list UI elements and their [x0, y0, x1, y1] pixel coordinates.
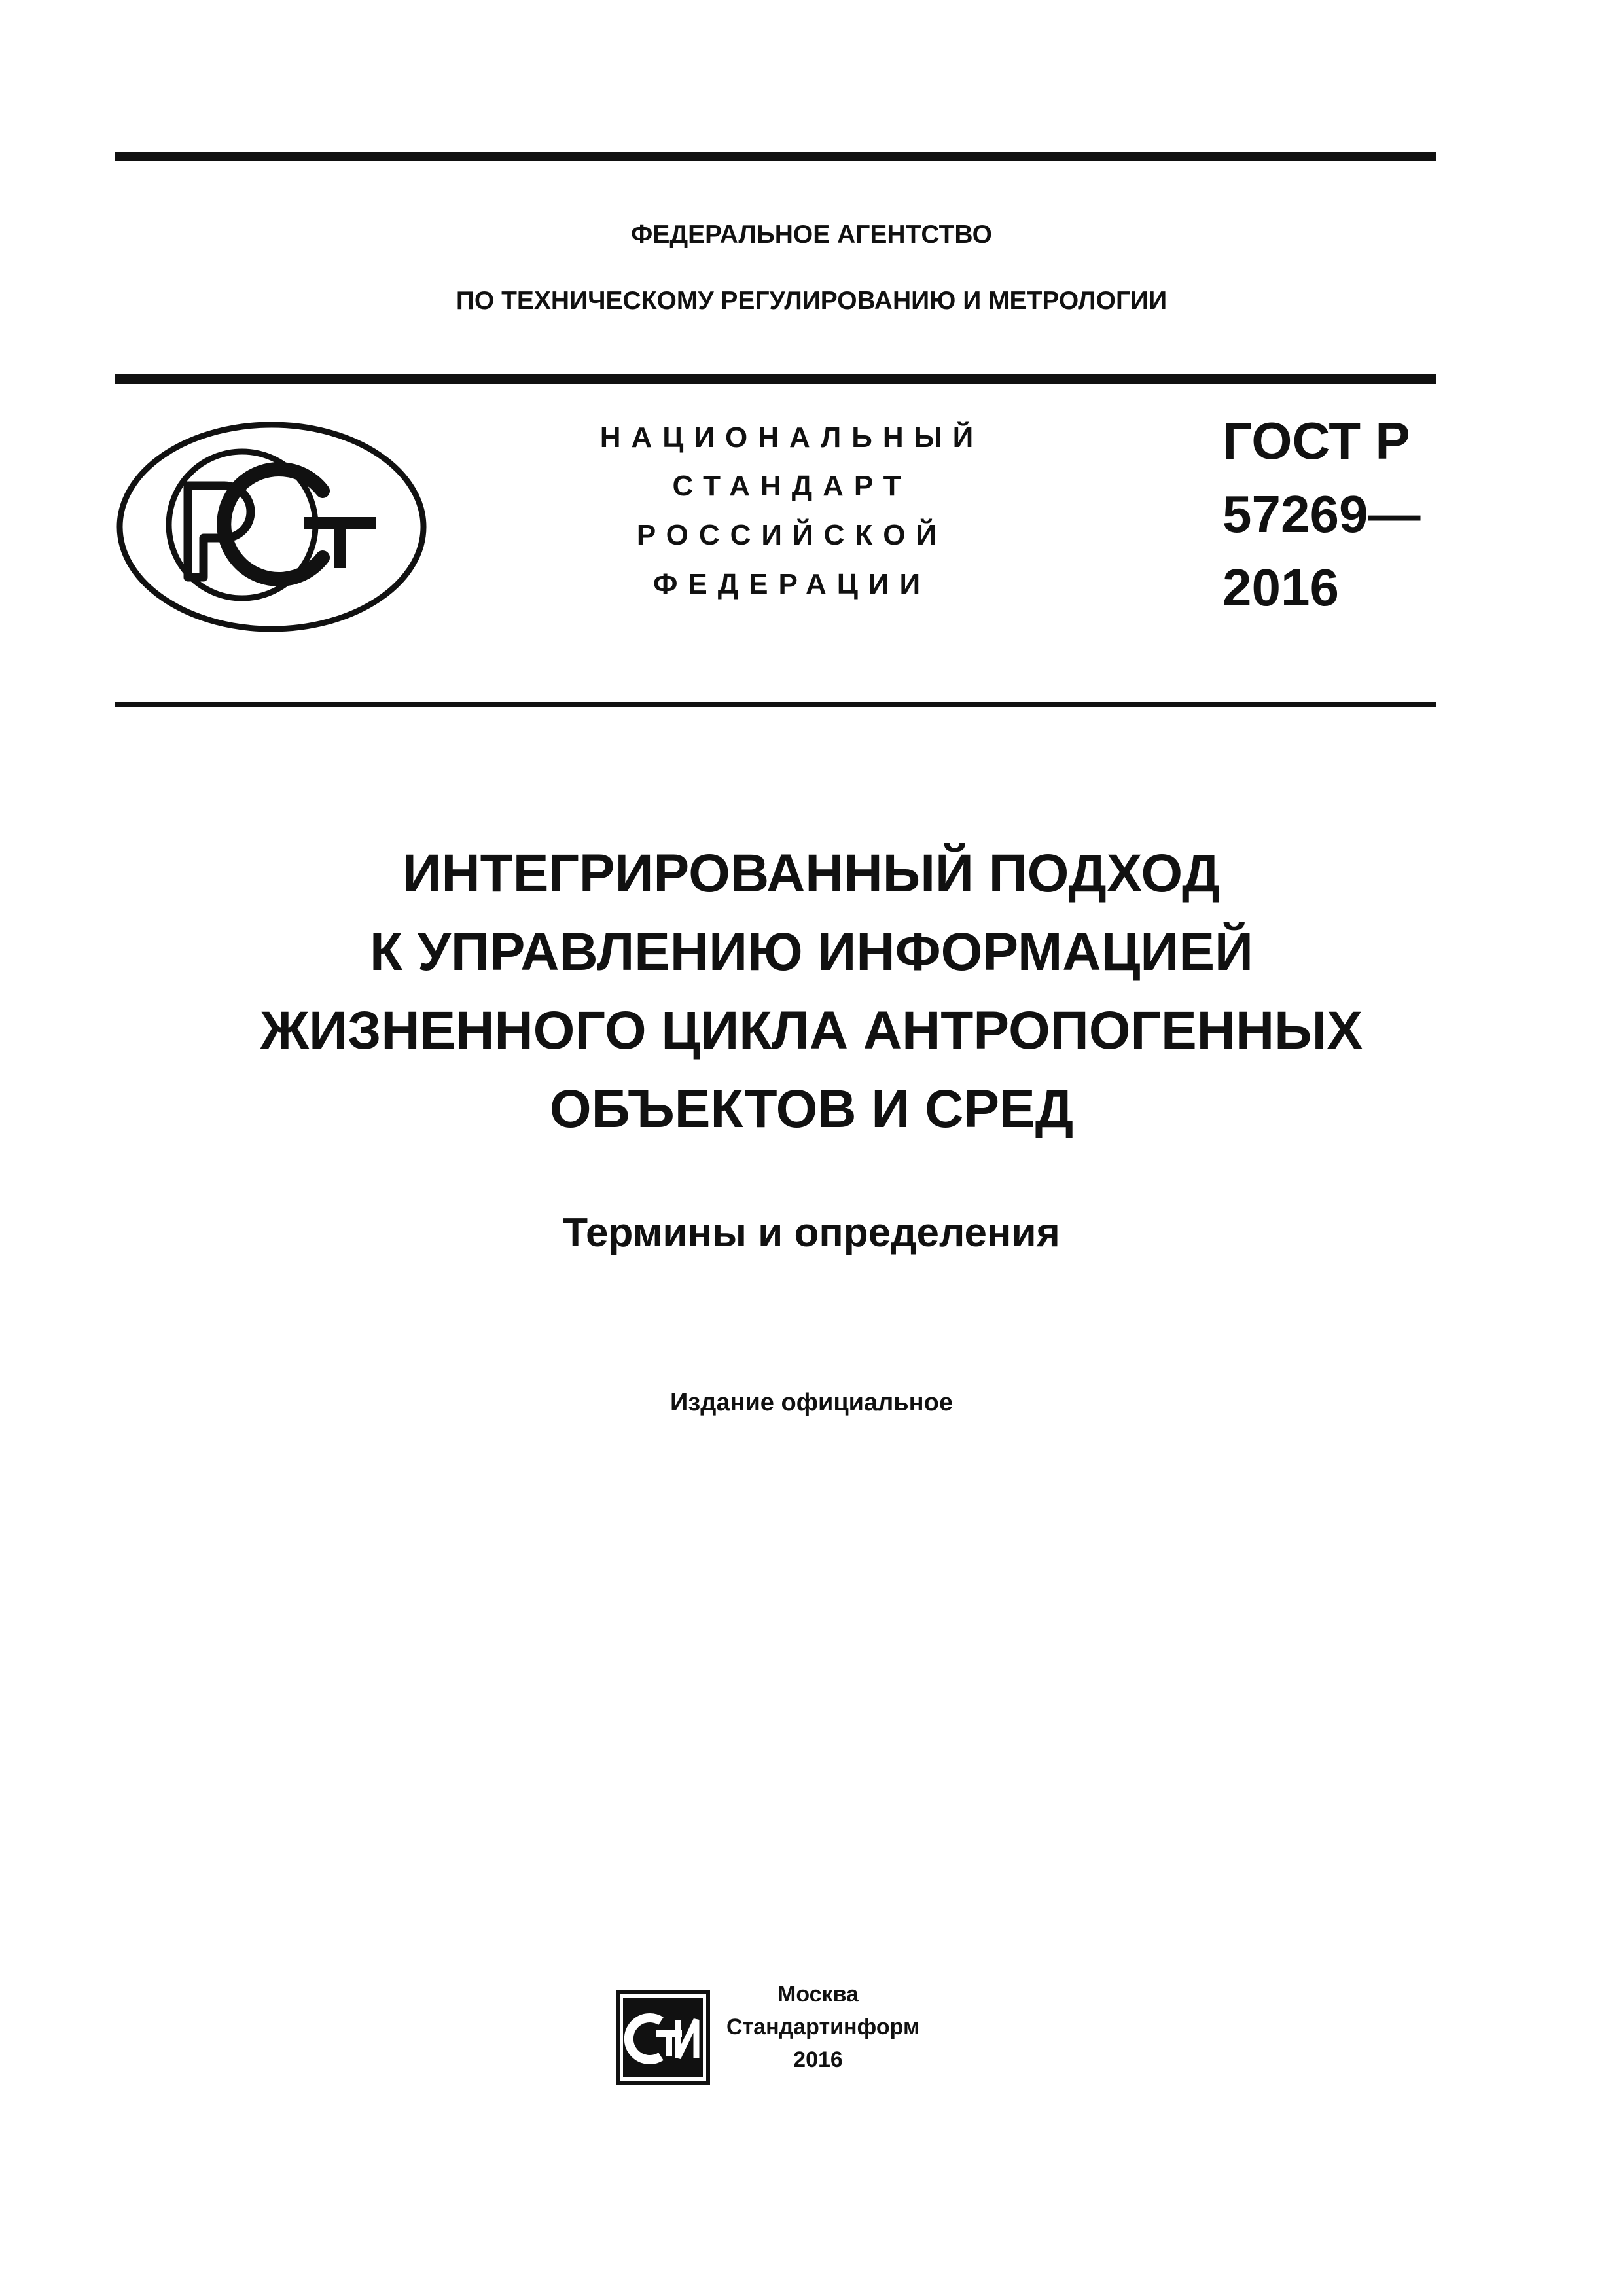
- rst-conformity-mark-icon: [115, 419, 429, 635]
- agency-line-2: ПО ТЕХНИЧЕСКОМУ РЕГУЛИРОВАНИЮ И МЕТРОЛОГИИ: [455, 287, 1168, 315]
- standard-type-line-3: РОССИЙСКОЙ: [636, 519, 948, 551]
- title-line-4: ОБЪЕКТОВ И СРЕД: [549, 1079, 1074, 1139]
- publisher-year: 2016: [793, 2047, 843, 2072]
- publisher-name: Стандартинформ: [726, 2015, 920, 2039]
- header-rule: [115, 374, 1436, 384]
- edition-label: Издание официальное: [670, 1389, 953, 1416]
- standartinform-logo-icon: [615, 1990, 713, 2088]
- designation-line-1: ГОСТ Р: [1222, 412, 1410, 470]
- top-rule: [115, 152, 1436, 161]
- title-line-3: ЖИЗНЕННОГО ЦИКЛА АНТРОПОГЕННЫХ: [260, 1001, 1363, 1060]
- publisher-city: Москва: [777, 1982, 859, 2007]
- title-line-1: ИНТЕГРИРОВАННЫЙ ПОДХОД: [402, 844, 1221, 903]
- agency-line-1: ФЕДЕРАЛЬНОЕ АГЕНТСТВО: [631, 221, 992, 249]
- middle-rule: [115, 702, 1436, 707]
- designation-line-2: 57269—: [1222, 485, 1421, 543]
- subtitle: Термины и определения: [563, 1210, 1060, 1255]
- title-line-2: К УПРАВЛЕНИЮ ИНФОРМАЦИЕЙ: [370, 922, 1253, 982]
- standard-type-line-2: СТАНДАРТ: [672, 470, 912, 502]
- standard-type-line-1: НАЦИОНАЛЬНЫЙ: [599, 422, 984, 454]
- designation-line-3: 2016: [1222, 558, 1339, 617]
- standard-type-line-4: ФЕДЕРАЦИИ: [652, 568, 931, 600]
